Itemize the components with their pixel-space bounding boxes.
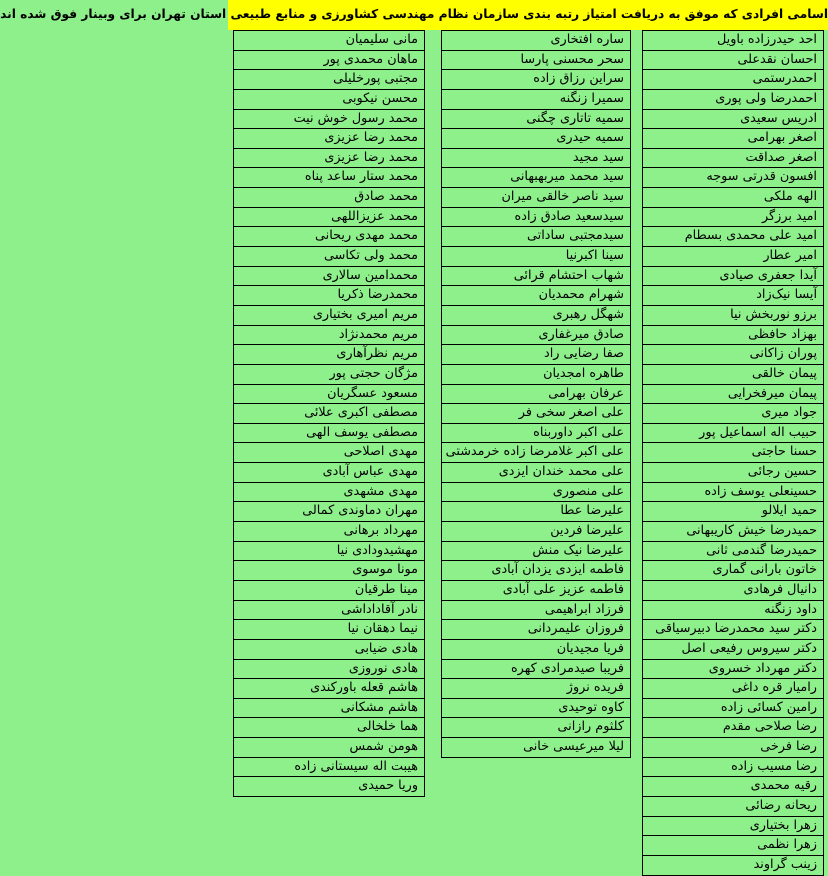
name-cell: فریده نروژ xyxy=(442,679,630,699)
name-cell: بهزاد حافظی xyxy=(643,326,823,346)
name-cell: دکتر سیروس رفیعی اصل xyxy=(643,640,823,660)
name-cell: نادر آقاداداشی xyxy=(234,601,424,621)
name-cell: خاتون بارانی گماری xyxy=(643,561,823,581)
name-cell: لیلا میرعیسی خانی xyxy=(442,738,630,758)
name-cell: فریبا صیدمرادی کهره xyxy=(442,660,630,680)
name-cell: پوران زاکانی xyxy=(643,345,823,365)
name-cell: حسین رجائی xyxy=(643,463,823,483)
name-cell: حسینعلی یوسف زاده xyxy=(643,483,823,503)
name-cell: مصطفی یوسف الهی xyxy=(234,424,424,444)
name-cell: شهگل رهبری xyxy=(442,306,630,326)
name-cell: حمیدرضا خیش کاریبهانی xyxy=(643,522,823,542)
name-cell: شهاب احتشام قرائی xyxy=(442,267,630,287)
name-cell: ماهان محمدی پور xyxy=(234,51,424,71)
name-cell: محمدرضا ذکریا xyxy=(234,286,424,306)
name-cell: سید محمد میربهبهانی xyxy=(442,168,630,188)
name-cell: ساره افتخاری xyxy=(442,30,630,51)
name-cell: محمد رضا عزیزی xyxy=(234,129,424,149)
name-cell: احمدرضا ولی پوری xyxy=(643,90,823,110)
name-cell: فرزاد ابراهیمی xyxy=(442,601,630,621)
name-cell: مونا موسوی xyxy=(234,561,424,581)
name-cell: علی اکبر داوربناه xyxy=(442,424,630,444)
name-cell: عرفان بهرامی xyxy=(442,385,630,405)
name-cell: سحر محسنی پارسا xyxy=(442,51,630,71)
name-cell: رضا فرخی xyxy=(643,738,823,758)
name-cell: فریا مجیدیان xyxy=(442,640,630,660)
names-column-left xyxy=(233,30,425,797)
name-cell: زینب گراوند xyxy=(643,856,823,876)
name-cell: محمد صادق xyxy=(234,188,424,208)
name-cell: هیبت اله سیستانی زاده xyxy=(234,758,424,778)
name-cell: سید مجید xyxy=(442,149,630,169)
name-cell: حبیب اله اسماعیل پور xyxy=(643,424,823,444)
name-cell: علیرضا فردین xyxy=(442,522,630,542)
name-cell: مژگان حجتی پور xyxy=(234,365,424,385)
name-cell: طاهره امجدیان xyxy=(442,365,630,385)
name-cell: مریم نظرآهاری xyxy=(234,345,424,365)
name-cell: برزو نوربخش نیا xyxy=(643,306,823,326)
name-cell: رضا صلاحی مقدم xyxy=(643,718,823,738)
name-cell: هادی ضیابی xyxy=(234,640,424,660)
name-cell: پیمان میرفخرایی xyxy=(643,385,823,405)
name-cell: علی محمد خندان ایزدی xyxy=(442,463,630,483)
name-cell: رامیار قره داغی xyxy=(643,679,823,699)
name-cell: احد حیدرزاده باویل xyxy=(643,30,823,51)
names-column-middle xyxy=(441,30,631,758)
name-cell: حسنا حاجتی xyxy=(643,443,823,463)
name-cell: سید ناصر خالقی میران xyxy=(442,188,630,208)
name-cell: محمد ستار ساعد پناه xyxy=(234,168,424,188)
name-cell: هاشم قعله باورکندی xyxy=(234,679,424,699)
page-title: اسامی افرادی که موفق به دریافت امتیاز رتبه بندی سازمان نظام مهندسی کشاورزی و منابع طبیعی استان تهران برای وبینار فوق شده اند xyxy=(228,0,828,30)
name-cell: الهه ملکی xyxy=(643,188,823,208)
name-cell: مصطفی اکبری علائی xyxy=(234,404,424,424)
name-cell: کلثوم رازانی xyxy=(442,718,630,738)
name-cell: دانیال فرهادی xyxy=(643,581,823,601)
name-cell: محمد مهدی ریحانی xyxy=(234,227,424,247)
name-cell: سینا اکبرنیا xyxy=(442,247,630,267)
name-cell: فاطمه ایزدی یزدان آبادی xyxy=(442,561,630,581)
name-cell: مینا طرقیان xyxy=(234,581,424,601)
name-cell: نیما دهقان نیا xyxy=(234,620,424,640)
name-cell: وریا حمیدی xyxy=(234,777,424,797)
name-cell: محمدامین سالاری xyxy=(234,267,424,287)
name-cell: دکتر مهرداد خسروی xyxy=(643,660,823,680)
name-cell: زهرا بختیاری xyxy=(643,817,823,837)
name-cell: داود زنگنه xyxy=(643,601,823,621)
name-cell: مانی سلیمیان xyxy=(234,30,424,51)
name-cell: حمیدرضا گندمی ثانی xyxy=(643,542,823,562)
name-cell: صفا رضایی راد xyxy=(442,345,630,365)
name-cell: مهران دماوندی کمالی xyxy=(234,502,424,522)
name-cell: مجتبی پورخلیلی xyxy=(234,70,424,90)
name-cell: رامین کسائی زاده xyxy=(643,699,823,719)
name-cell: مریم امیری بختیاری xyxy=(234,306,424,326)
name-cell: محسن نیکوبی xyxy=(234,90,424,110)
name-cell: صادق میرغفاری xyxy=(442,326,630,346)
name-cell: شهرام محمدیان xyxy=(442,286,630,306)
name-cell: محمد رضا عزیزی xyxy=(234,149,424,169)
name-cell: اصغر بهرامی xyxy=(643,129,823,149)
name-cell: سیدسعید صادق زاده xyxy=(442,208,630,228)
name-cell: سیدمجتبی ساداتی xyxy=(442,227,630,247)
name-cell: آیدا جعفری صیادی xyxy=(643,267,823,287)
name-cell: علیرضا عطا xyxy=(442,502,630,522)
name-cell: زهرا نظمی xyxy=(643,836,823,856)
name-cell: محمد ولی تکاسی xyxy=(234,247,424,267)
name-cell: هاشم مشکانی xyxy=(234,699,424,719)
name-cell: مریم محمدنژاد xyxy=(234,326,424,346)
name-cell: امیر عطار xyxy=(643,247,823,267)
name-cell: کاوه توحیدی xyxy=(442,699,630,719)
name-cell: احسان نقدعلی xyxy=(643,51,823,71)
name-cell: جواد میری xyxy=(643,404,823,424)
name-cell: سمیرا زنگنه xyxy=(442,90,630,110)
name-cell: علی اکبر غلامرضا زاده خرمدشتی xyxy=(442,443,630,463)
name-cell: مهرداد برهانی xyxy=(234,522,424,542)
name-cell: مسعود عسگریان xyxy=(234,385,424,405)
name-cell: حمید ایلالو xyxy=(643,502,823,522)
name-cell: مهشیدودادی نیا xyxy=(234,542,424,562)
names-column-right xyxy=(642,30,824,876)
name-cell: سراین رزاق زاده xyxy=(442,70,630,90)
name-cell: محمد رسول خوش نیت xyxy=(234,110,424,130)
name-cell: مهدی اصلاحی xyxy=(234,443,424,463)
name-cell: سمیه تاتاری چگنی xyxy=(442,110,630,130)
name-cell: محمد عزیزاللهی xyxy=(234,208,424,228)
name-cell: سمیه حیدری xyxy=(442,129,630,149)
name-cell: مهدی مشهدی xyxy=(234,483,424,503)
name-cell: افسون قدرتی سوجه xyxy=(643,168,823,188)
name-cell: فاطمه عزیز علی آبادی xyxy=(442,581,630,601)
name-cell: اصغر صداقت xyxy=(643,149,823,169)
name-cell: پیمان خالقی xyxy=(643,365,823,385)
name-cell: آیسا نیک‌زاد xyxy=(643,286,823,306)
name-cell: علی اصغر سخی فر xyxy=(442,404,630,424)
name-cell: هادی نوروزی xyxy=(234,660,424,680)
name-cell: هما خلخالی xyxy=(234,718,424,738)
name-cell: ادریس سعیدی xyxy=(643,110,823,130)
name-cell: علیرضا نیک منش xyxy=(442,542,630,562)
name-cell: دکتر سید محمدرضا دبیرسیاقی xyxy=(643,620,823,640)
name-cell: مهدی عباس آبادی xyxy=(234,463,424,483)
name-cell: ریحانه رضائی xyxy=(643,797,823,817)
name-cell: امید برزگر xyxy=(643,208,823,228)
name-cell: احمدرستمی xyxy=(643,70,823,90)
name-cell: امید علی محمدی بسطام xyxy=(643,227,823,247)
name-cell: هومن شمس xyxy=(234,738,424,758)
name-cell: فروزان علیمردانی xyxy=(442,620,630,640)
name-cell: رقیه محمدی xyxy=(643,777,823,797)
name-cell: رضا مسیب زاده xyxy=(643,758,823,778)
name-cell: علی منصوری xyxy=(442,483,630,503)
